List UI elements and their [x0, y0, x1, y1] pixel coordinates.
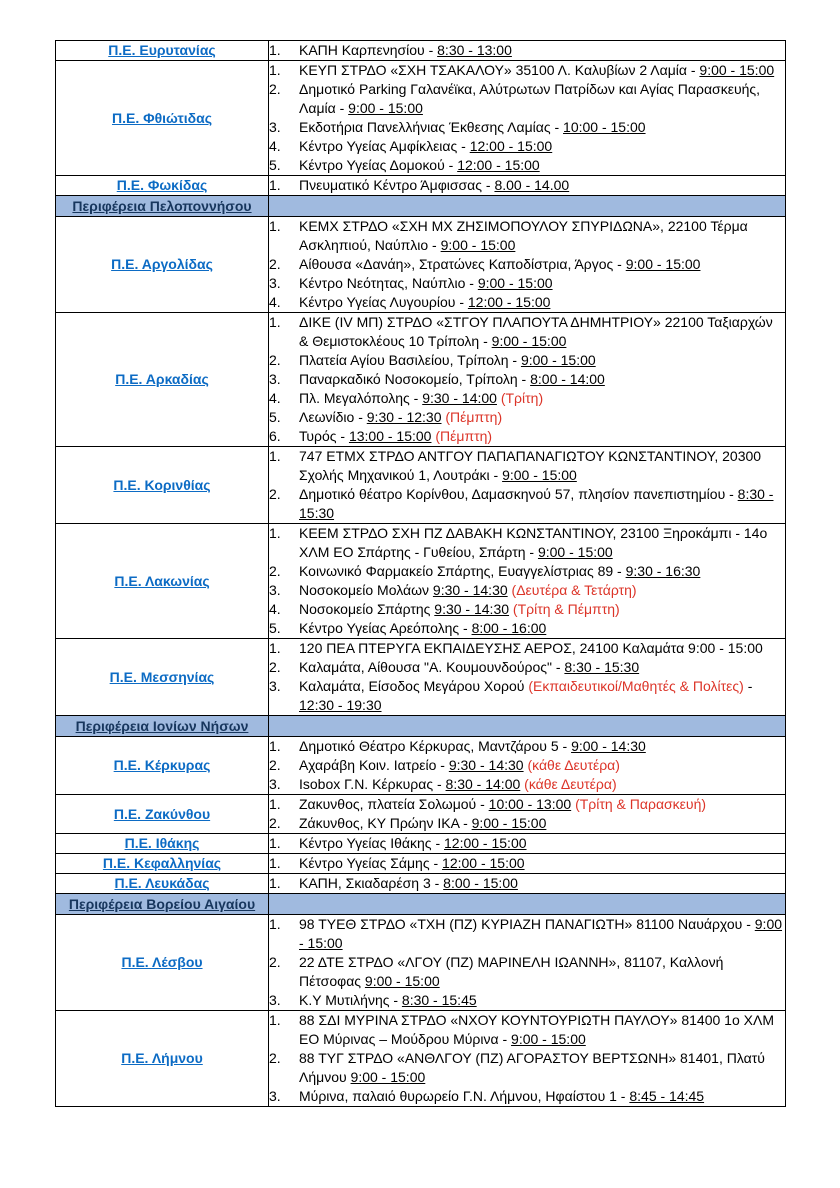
schedule-item	[269, 255, 785, 274]
region-link[interactable]: Π.Ε. Λέσβου	[121, 954, 203, 970]
location-text: Εκδοτήρια Πανελλήνιας Έκθεσης Λαμίας -	[299, 119, 564, 135]
schedule-item	[269, 795, 785, 814]
location-text: 22 ΔΤΕ ΣΤΡΔΟ «ΛΓΟΥ (ΠΖ) ΜΑΡΙΝΕΛΗ ΙΩΑΝΝΗ», 81107, Καλλονή Πέτσοφας	[299, 954, 724, 989]
location-text: Κοινωνικό Φαρμακείο Σπάρτης, Ευαγγελίστριας 89 -	[299, 563, 626, 579]
time-range: 12:00 - 15:00	[469, 138, 553, 154]
section-header-spacer	[269, 716, 786, 737]
item-text	[299, 408, 785, 427]
location-text: 747 ΕΤΜΧ ΣΤΡΔΟ ΑΝΤΓΟΥ ΠΑΠΑΠΑΝΑΓΙΩΤΟΥ ΚΩΝΣΤΑΝΤΙΝΟΥ, 20300 Σχολής Μηχανικού 1, Λουτράκι -	[299, 448, 762, 483]
item-number: 1.	[269, 916, 281, 932]
schedule-item	[269, 814, 785, 833]
region-row	[56, 874, 786, 894]
location-text: Αχαράβη Κοιν. Ιατρείο -	[299, 757, 449, 773]
item-number: 2.	[269, 352, 281, 368]
time-range: 9:00 - 15:00	[699, 62, 775, 78]
item-text	[299, 137, 785, 156]
section-header-spacer	[269, 894, 786, 915]
item-text	[299, 118, 785, 137]
locations-cell	[269, 874, 786, 894]
time-range: 10:00 - 13:00	[488, 796, 572, 812]
region-name-cell	[56, 447, 269, 524]
location-text: Ζάκυνθος, ΚΥ Πρώην ΙΚΑ -	[299, 815, 472, 831]
section-title: Περιφέρεια Βορείου Αιγαίου	[68, 895, 256, 912]
region-row	[56, 915, 786, 1011]
location-text: Κέντρο Υγείας Δομοκού -	[299, 157, 458, 173]
schedule-item	[269, 658, 785, 677]
location-text: Λεωνίδιο -	[299, 409, 367, 425]
location-text: Δημοτικό Θέατρο Κέρκυρας, Μαντζάρου 5 -	[299, 738, 572, 754]
time-range: 8.00 - 14.00	[494, 177, 570, 193]
time-range: 9:00 - 15:00	[491, 333, 567, 349]
item-number: 1.	[269, 218, 281, 234]
section-title: Περιφέρεια Πελοποννήσου	[72, 197, 252, 214]
locations-cell	[269, 41, 786, 61]
region-row	[56, 61, 786, 176]
item-number: 2.	[269, 1050, 281, 1066]
region-name-cell	[56, 834, 269, 854]
location-text: ΚΕΜΧ ΣΤΡΔΟ «ΣΧΗ ΜΧ ΖΗΣΙΜΟΠΟΥΛΟΥ ΣΠΥΡΙΔΩΝΑ», 22100 Τέρμα Ασκληπιού, Ναύπλιο -	[299, 218, 748, 253]
section-header-row	[56, 716, 786, 737]
schedule-item	[269, 600, 785, 619]
item-text	[299, 991, 785, 1010]
schedule-item	[269, 524, 785, 562]
schedule-item	[269, 41, 785, 60]
schedule-item	[269, 176, 785, 195]
location-text: ΚΑΠΗ, Σκιαδαρέση 3 -	[299, 875, 444, 891]
item-text	[299, 874, 785, 893]
section-header-spacer	[269, 196, 786, 217]
region-row	[56, 447, 786, 524]
schedule-item	[269, 274, 785, 293]
schedule-item	[269, 619, 785, 638]
item-number: 4.	[269, 390, 281, 406]
item-number: 1.	[269, 875, 281, 891]
item-number: 1.	[269, 835, 281, 851]
locations-cell	[269, 176, 786, 196]
location-text: Αίθουσα «Δανάη», Στρατώνες Καποδίστρια, Άργος -	[299, 256, 626, 272]
region-name-cell	[56, 737, 269, 795]
region-row	[56, 524, 786, 639]
item-text	[299, 156, 785, 175]
locations-cell	[269, 737, 786, 795]
time-range: 10:00 - 15:00	[563, 119, 646, 135]
schedule-item	[269, 915, 785, 953]
section-header-row	[56, 196, 786, 217]
region-row	[56, 834, 786, 854]
location-text: Κέντρο Υγείας Αρεόπολης -	[299, 620, 472, 636]
schedule-item	[269, 351, 785, 370]
region-name-cell	[56, 915, 269, 1011]
schedule-item	[269, 137, 785, 156]
schedule-item	[269, 1049, 785, 1087]
location-text: Νοσοκομείο Μολάων	[299, 582, 433, 598]
location-text: ΚΕΥΠ ΣΤΡΔΟ «ΣΧΗ ΤΣΑΚΑΛΟΥ» 35100 Λ. Καλυβίων 2 Λαμία -	[299, 62, 700, 78]
region-link[interactable]: Π.Ε. Λευκάδας	[114, 875, 210, 891]
locations-cell	[269, 915, 786, 1011]
time-range: 8:45 - 14:45	[629, 1088, 705, 1104]
schedule-item	[269, 370, 785, 389]
item-text	[299, 953, 785, 991]
schedule-item	[269, 118, 785, 137]
location-text: Μύρινα, παλαιό θυρωρείο Γ.Ν. Λήμνου, Ηφαίστου 1 -	[299, 1088, 630, 1104]
schedule-item	[269, 953, 785, 991]
item-number: 5.	[269, 620, 281, 636]
time-range: 8:30 - 15:45	[401, 992, 477, 1008]
region-link[interactable]: Π.Ε. Λακωνίας	[114, 572, 210, 589]
region-row	[56, 854, 786, 874]
location-text: Κέντρο Υγείας Σάμης -	[299, 855, 443, 871]
vaccination-points-document	[55, 40, 786, 1107]
region-row	[56, 737, 786, 795]
time-range: 9:00 - 15:00	[364, 973, 440, 989]
item-text	[299, 854, 785, 873]
schedule-item	[269, 677, 785, 715]
region-link[interactable]: Π.Ε. Κέρκυρας	[113, 757, 211, 773]
time-range: 9:00 - 14:30	[571, 738, 646, 754]
location-text: ΔΙΚΕ (ΙV ΜΠ) ΣΤΡΔΟ «ΣΤΓΟΥ ΠΛΑΠΟΥΤΑ ΔΗΜΗΤΡΙΟΥ» 22100 Ταξιαρχών & Θεμιστοκλέους 10 Τρίπολη -	[299, 314, 773, 349]
schedule-item	[269, 775, 785, 794]
locations-cell	[269, 854, 786, 874]
item-number: 1.	[269, 177, 281, 193]
item-text	[299, 80, 785, 118]
location-text: Πλατεία Αγίου Βασιλείου, Τρίπολη -	[299, 352, 521, 368]
item-number: 3.	[269, 776, 281, 792]
section-header-cell	[56, 894, 269, 915]
location-text: 120 ΠΕΑ ΠΤΕΡΥΓΑ ΕΚΠΑΙΔΕΥΣΗΣ ΑΕΡΟΣ, 24100 Καλαμάτα 9:00 - 15:00	[299, 640, 763, 656]
region-name-cell	[56, 1011, 269, 1107]
location-text: ΚΕΕΜ ΣΤΡΔΟ ΣΧΗ ΠΖ ΔΑΒΑΚΗ ΚΩΝΣΤΑΝΤΙΝΟΥ, 23100 Ξηροκάμπι - 14ο ΧΛΜ ΕΟ Σπάρτης - Γυθείου, Σπάρτη -	[299, 525, 768, 560]
locations-cell	[269, 524, 786, 639]
item-text	[299, 313, 785, 351]
item-number: 2.	[269, 757, 281, 773]
time-range: 8:00 - 14:00	[530, 371, 605, 387]
schedule-table-body	[56, 41, 786, 1107]
time-range: 9:00 - 15:00	[502, 467, 577, 483]
item-number: 1.	[269, 1012, 281, 1028]
time-range: 8:30 - 13:00	[437, 42, 512, 58]
locations-cell	[269, 1011, 786, 1107]
day-annotation: (κάθε Δευτέρα)	[527, 757, 620, 773]
region-name-cell	[56, 217, 269, 313]
item-number: 2.	[269, 815, 281, 831]
item-number: 2.	[269, 563, 281, 579]
region-row	[56, 313, 786, 447]
item-text	[299, 217, 785, 255]
item-number: 3.	[269, 582, 281, 598]
schedule-item	[269, 737, 785, 756]
locations-cell	[269, 795, 786, 834]
region-link[interactable]: Π.Ε. Λήμνου	[121, 1050, 203, 1066]
schedule-item	[269, 834, 785, 853]
item-number: 4.	[269, 138, 281, 154]
schedule-item	[269, 293, 785, 312]
time-range: 8:30 - 15:30	[299, 486, 774, 521]
time-range: 8:30 - 14:00	[445, 776, 521, 792]
time-range: 9:30 - 12:30	[366, 409, 442, 425]
day-annotation: (κάθε Δευτέρα)	[524, 776, 617, 792]
schedule-item	[269, 485, 785, 523]
time-range: 9:00 - 15:00	[520, 352, 596, 368]
locations-cell	[269, 639, 786, 716]
schedule-item	[269, 639, 785, 658]
region-name-cell	[56, 795, 269, 834]
item-text	[299, 274, 785, 293]
schedule-item	[269, 427, 785, 446]
location-text: Isobox Γ.Ν. Κέρκυρας -	[299, 776, 446, 792]
item-number: 1.	[269, 738, 281, 754]
schedule-item	[269, 217, 785, 255]
item-text	[299, 639, 785, 658]
item-number: 1.	[269, 62, 281, 78]
item-text	[299, 658, 785, 677]
location-text: Ζακυνθος, πλατεία Σολωμού -	[299, 796, 489, 812]
location-text: Κέντρο Υγείας Αμφίκλειας -	[299, 138, 470, 154]
region-link[interactable]: Π.Ε. Φωκίδας	[116, 177, 208, 193]
time-range: 9:00 - 15:00	[348, 100, 423, 116]
location-text: Τυρός -	[299, 428, 349, 444]
day-annotation: (Δευτέρα & Τετάρτη)	[511, 582, 637, 598]
location-text: Δημοτικό θέατρο Κορίνθου, Δαμασκηνού 57, πλησίον πανεπιστημίου -	[299, 486, 738, 502]
time-range: 9:30 - 14:00	[422, 390, 497, 406]
time-range: 9:00 - 15:00	[625, 256, 701, 272]
location-text: Παναρκαδικό Νοσοκομείο, Τρίπολη -	[299, 371, 531, 387]
region-name-cell	[56, 874, 269, 894]
region-row	[56, 795, 786, 834]
schedule-item	[269, 581, 785, 600]
schedule-item	[269, 1011, 785, 1049]
location-text: Κέντρο Υγείας Λυγουρίου -	[299, 294, 468, 310]
region-name-cell	[56, 176, 269, 196]
region-link[interactable]: Π.Ε. Κορινθίας	[113, 476, 211, 493]
item-number: 2.	[269, 256, 281, 272]
item-number: 1.	[269, 855, 281, 871]
item-text	[299, 775, 785, 794]
location-text: 88 ΤΥΓ ΣΤΡΔΟ «ΑΝΘΛΓΟΥ (ΠΖ) ΑΓΟΡΑΣΤΟΥ ΒΕΡΤΣΩΝΗ» 81401, Πλατύ Λήμνου	[299, 1050, 765, 1085]
location-text: Πνευματικό Κέντρο Άμφισσας -	[299, 177, 495, 193]
time-range: 12:30 - 19:30	[299, 697, 382, 713]
item-text	[299, 581, 785, 600]
item-text	[299, 427, 785, 446]
time-range: 8:00 - 16:00	[471, 620, 547, 636]
time-range: 9:30 - 14:30	[434, 601, 510, 617]
schedule-item	[269, 389, 785, 408]
region-link[interactable]: Π.Ε. Ζακύνθου	[113, 805, 211, 822]
location-text: Κέντρο Υγείας Ιθάκης -	[299, 835, 444, 851]
item-number: 2.	[269, 659, 281, 675]
item-text	[299, 176, 785, 195]
schedule-item	[269, 874, 785, 893]
item-number: 3.	[269, 992, 281, 1008]
region-row	[56, 41, 786, 61]
time-range: 9:00 - 15:00	[299, 916, 783, 951]
item-text	[299, 61, 785, 80]
schedule-item	[269, 756, 785, 775]
item-text	[299, 834, 785, 853]
item-number: 3.	[269, 1088, 281, 1104]
schedule-item	[269, 562, 785, 581]
locations-cell	[269, 447, 786, 524]
location-text: Πλ. Μεγαλόπολης -	[299, 390, 423, 406]
time-range: 13:00 - 15:00	[348, 428, 432, 444]
schedule-table	[55, 40, 786, 1107]
time-range: 9:30 - 16:30	[625, 563, 701, 579]
location-text: Κ.Υ Μυτιλήνης -	[299, 992, 402, 1008]
day-annotation: (Τρίτη & Πέμπτη)	[512, 601, 620, 617]
item-number: 5.	[269, 157, 281, 173]
location-text: Δημοτικό Parking Γαλανέϊκα, Αλύτρωτων Πατρίδων και Αγίας Παρασκευής, Λαμία -	[299, 81, 761, 116]
location-text: 88 ΣΔΙ ΜΥΡΙΝΑ ΣΤΡΔΟ «ΝΧΟΥ ΚΟΥΝΤΟΥΡΙΩΤΗ ΠΑΥΛΟΥ» 81400 1ο ΧΛΜ ΕΟ Μύρινας – Μούδρου Μύρινα -	[299, 1012, 774, 1047]
item-number: 1.	[269, 796, 281, 812]
region-name-cell	[56, 854, 269, 874]
schedule-item	[269, 80, 785, 118]
region-name-cell	[56, 41, 269, 61]
item-text	[299, 255, 785, 274]
item-number: 2.	[269, 486, 281, 502]
location-text: Νοσοκομείο Σπάρτης	[299, 601, 435, 617]
schedule-item	[269, 854, 785, 873]
item-number: 1.	[269, 448, 281, 464]
section-title: Περιφέρεια Ιονίων Νήσων	[75, 717, 249, 734]
item-text	[299, 293, 785, 312]
section-header-row	[56, 894, 786, 915]
item-text	[299, 756, 785, 775]
item-text	[299, 737, 785, 756]
time-range: 9:00 - 15:00	[477, 275, 553, 291]
region-name-cell	[56, 313, 269, 447]
item-number: 4.	[269, 294, 281, 310]
region-row	[56, 217, 786, 313]
region-row	[56, 1011, 786, 1107]
item-text	[299, 562, 785, 581]
region-link[interactable]: Π.Ε. Ιθάκης	[124, 835, 200, 851]
locations-cell	[269, 61, 786, 176]
time-range: 9:30 - 14:30	[432, 582, 508, 598]
time-range: 9:00 - 15:00	[440, 237, 516, 253]
region-link[interactable]: Π.Ε. Φθιώτιδας	[111, 109, 213, 126]
item-number: 3.	[269, 275, 281, 291]
item-number: 2.	[269, 81, 281, 97]
location-text: 98 ΤΥΕΘ ΣΤΡΔΟ «ΤΧΗ (ΠΖ) ΚΥΡΙΑΖΗ ΠΑΝΑΓΙΩΤΗ» 81100 Ναυάρχου -	[299, 916, 755, 932]
location-text: -	[743, 678, 753, 694]
item-text	[299, 485, 785, 523]
section-header-cell	[56, 196, 269, 217]
region-link[interactable]: Π.Ε. Μεσσηνίας	[109, 668, 215, 685]
time-range: 9:30 - 14:30	[448, 757, 524, 773]
time-range: 9:00 - 15:00	[537, 544, 613, 560]
item-number: 4.	[269, 601, 281, 617]
time-range: 9:00 - 15:00	[471, 815, 547, 831]
schedule-item	[269, 156, 785, 175]
location-text: Κέντρο Νεότητας, Ναύπλιο -	[299, 275, 478, 291]
item-text	[299, 1011, 785, 1049]
item-number: 3.	[269, 678, 281, 694]
day-annotation: (Πέμπτη)	[445, 409, 503, 425]
location-text: ΚΑΠΗ Καρπενησίου -	[299, 42, 438, 58]
item-number: 1.	[269, 314, 281, 330]
region-row	[56, 639, 786, 716]
item-number: 1.	[269, 525, 281, 541]
region-link[interactable]: Π.Ε. Αργολίδας	[111, 256, 213, 272]
schedule-item	[269, 447, 785, 485]
item-text	[299, 600, 785, 619]
time-range: 8:30 - 15:30	[564, 659, 640, 675]
item-text	[299, 619, 785, 638]
item-number: 3.	[269, 119, 281, 135]
item-text	[299, 41, 785, 60]
locations-cell	[269, 834, 786, 854]
location-text: Καλαμάτα, Αίθουσα "Α. Κουμουνδούρος" -	[299, 659, 565, 675]
item-text	[299, 915, 785, 953]
time-range: 12:00 - 15:00	[442, 855, 525, 871]
region-name-cell	[56, 61, 269, 176]
item-number: 2.	[269, 954, 281, 970]
time-range: 9:00 - 15:00	[350, 1069, 426, 1085]
region-name-cell	[56, 639, 269, 716]
item-text	[299, 677, 785, 715]
item-text	[299, 1049, 785, 1087]
section-header-cell	[56, 716, 269, 737]
item-text	[299, 447, 785, 485]
time-range: 12:00 - 15:00	[457, 157, 540, 173]
locations-cell	[269, 217, 786, 313]
location-text: Καλαμάτα, Είσοδος Μεγάρου Χορού	[299, 678, 529, 694]
item-text	[299, 370, 785, 389]
time-range: 8:00 - 15:00	[443, 875, 518, 891]
item-number: 5.	[269, 409, 281, 425]
region-link[interactable]: Π.Ε. Ευρυτανίας	[108, 42, 216, 58]
item-text	[299, 389, 785, 408]
item-text	[299, 524, 785, 562]
schedule-item	[269, 61, 785, 80]
item-text	[299, 1087, 785, 1106]
locations-cell	[269, 313, 786, 447]
item-text	[299, 795, 785, 814]
schedule-item	[269, 408, 785, 427]
region-link[interactable]: Π.Ε. Κεφαλληνίας	[102, 855, 222, 871]
region-row	[56, 176, 786, 196]
schedule-item	[269, 313, 785, 351]
time-range: 12:00 - 15:00	[444, 835, 527, 851]
item-number: 6.	[269, 428, 281, 444]
schedule-item	[269, 1087, 785, 1106]
item-text	[299, 351, 785, 370]
day-annotation: (Πέμπτη)	[435, 428, 493, 444]
item-number: 1.	[269, 640, 281, 656]
region-name-cell	[56, 524, 269, 639]
day-annotation: (Εκπαιδευτικοί/Μαθητές & Πολίτες)	[528, 678, 744, 694]
day-annotation: (Τρίτη)	[500, 390, 544, 406]
schedule-item	[269, 991, 785, 1010]
region-link[interactable]: Π.Ε. Αρκαδίας	[115, 371, 209, 387]
item-number: 3.	[269, 371, 281, 387]
item-number: 1.	[269, 42, 281, 58]
item-text	[299, 814, 785, 833]
day-annotation: (Τρίτη & Παρασκευή)	[575, 796, 707, 812]
time-range: 12:00 - 15:00	[467, 294, 551, 310]
time-range: 9:00 - 15:00	[511, 1031, 586, 1047]
